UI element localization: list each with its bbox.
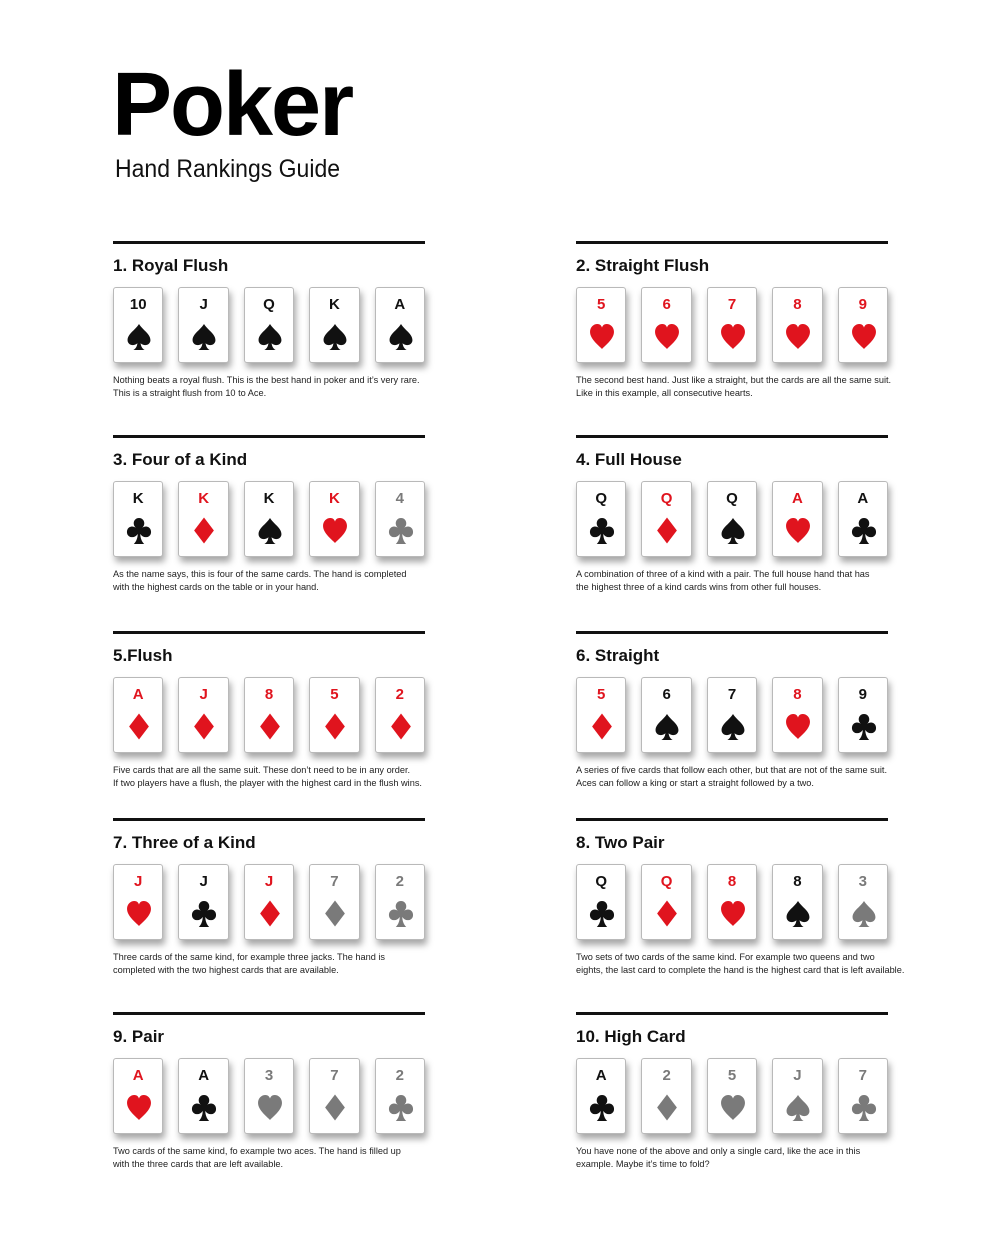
hand-title: 9. Pair bbox=[113, 1027, 165, 1046]
section-divider bbox=[113, 241, 425, 244]
playing-card bbox=[244, 287, 294, 363]
card-rank: 8 bbox=[793, 873, 802, 890]
spade-icon bbox=[785, 1093, 811, 1123]
playing-card bbox=[772, 864, 822, 940]
heart-icon bbox=[785, 322, 811, 352]
hand-title: 7. Three of a Kind bbox=[113, 833, 256, 852]
card-rank: 9 bbox=[858, 296, 867, 313]
description-line: Like in this example, all consecutive hearts. bbox=[576, 388, 753, 398]
hand-description bbox=[576, 764, 888, 790]
spade-icon bbox=[322, 322, 348, 352]
diamond-icon bbox=[257, 899, 283, 929]
card-rank: K bbox=[132, 490, 144, 507]
playing-card bbox=[309, 481, 359, 557]
heart-icon bbox=[785, 516, 811, 546]
card-rank: 7 bbox=[727, 296, 737, 313]
description-line: Two sets of two cards of the same kind. For example two queens and two bbox=[576, 952, 875, 962]
heart-icon bbox=[720, 1093, 746, 1123]
card-rank: 6 bbox=[662, 686, 671, 703]
card-rank: A bbox=[132, 686, 144, 703]
card-rank: 3 bbox=[264, 1067, 274, 1084]
hand-section bbox=[113, 631, 425, 790]
spade-icon bbox=[257, 516, 283, 546]
description-line: Three cards of the same kind, for example three jacks. The hand is bbox=[113, 952, 386, 962]
spade-icon bbox=[720, 516, 746, 546]
card-rank: Q bbox=[660, 490, 673, 507]
section-divider bbox=[576, 241, 888, 244]
hand-title: 3. Four of a Kind bbox=[113, 450, 248, 469]
description-line: example. Maybe it’s time to fold? bbox=[576, 1159, 710, 1169]
hand-description bbox=[113, 374, 425, 400]
playing-card bbox=[641, 287, 691, 363]
card-rank: 4 bbox=[395, 490, 404, 507]
card-rank: A bbox=[198, 1067, 210, 1084]
diamond-icon bbox=[191, 516, 217, 546]
diamond-icon bbox=[322, 899, 348, 929]
playing-card bbox=[576, 864, 626, 940]
playing-card bbox=[707, 1058, 757, 1134]
heart-icon bbox=[851, 322, 877, 352]
hand-description bbox=[113, 1145, 425, 1171]
hand-section bbox=[576, 435, 888, 594]
card-rank: 8 bbox=[264, 686, 274, 703]
playing-card bbox=[113, 1058, 163, 1134]
playing-card bbox=[838, 1058, 888, 1134]
card-rank: 5 bbox=[330, 686, 339, 703]
playing-card bbox=[707, 677, 757, 753]
card-rank: Q bbox=[595, 873, 608, 890]
hand-description bbox=[576, 1145, 888, 1171]
hand-section bbox=[113, 818, 425, 977]
heart-icon bbox=[654, 322, 680, 352]
playing-card bbox=[375, 287, 425, 363]
heart-icon bbox=[785, 712, 811, 742]
playing-card bbox=[113, 287, 163, 363]
hand-title: 1. Royal Flush bbox=[113, 256, 229, 275]
card-rank: Q bbox=[726, 490, 738, 507]
section-divider bbox=[113, 631, 425, 634]
heart-icon bbox=[720, 899, 746, 929]
hand-title: 4. Full House bbox=[576, 450, 682, 469]
hand-section bbox=[576, 818, 905, 977]
club-icon bbox=[388, 899, 414, 929]
playing-card bbox=[113, 864, 163, 940]
hand-description bbox=[576, 568, 888, 594]
diamond-icon bbox=[654, 1093, 680, 1123]
hand-title: 8. Two Pair bbox=[576, 833, 665, 852]
hand-description bbox=[113, 951, 425, 977]
heart-icon bbox=[126, 1093, 152, 1123]
page-subtitle: Hand Rankings Guide bbox=[115, 155, 341, 183]
card-row bbox=[576, 1058, 888, 1134]
playing-card bbox=[772, 287, 822, 363]
club-icon bbox=[851, 1093, 877, 1123]
spade-icon bbox=[126, 322, 152, 352]
playing-card bbox=[707, 287, 757, 363]
description-line: with the three cards that are left available. bbox=[113, 1159, 284, 1169]
card-row bbox=[113, 481, 425, 557]
card-rank: 8 bbox=[727, 873, 737, 890]
section-divider bbox=[576, 435, 888, 438]
club-icon bbox=[851, 516, 877, 546]
club-icon bbox=[126, 516, 152, 546]
playing-card bbox=[309, 1058, 359, 1134]
playing-card bbox=[375, 481, 425, 557]
heart-icon bbox=[126, 899, 152, 929]
diamond-icon bbox=[388, 712, 414, 742]
card-rank: 7 bbox=[858, 1067, 867, 1084]
card-row bbox=[576, 287, 888, 363]
card-rank: J bbox=[793, 1067, 802, 1084]
hand-section bbox=[113, 1012, 425, 1171]
hand-description bbox=[576, 374, 892, 400]
card-rank: Q bbox=[263, 296, 275, 313]
playing-card bbox=[838, 481, 888, 557]
card-rank: K bbox=[263, 490, 275, 507]
hand-section bbox=[113, 241, 425, 400]
diamond-icon bbox=[654, 516, 680, 546]
card-rank: A bbox=[132, 1067, 144, 1084]
card-rank: K bbox=[329, 296, 340, 313]
card-rank: 5 bbox=[727, 1067, 737, 1084]
card-row bbox=[576, 481, 888, 557]
playing-card bbox=[707, 481, 757, 557]
diamond-icon bbox=[322, 712, 348, 742]
playing-card bbox=[641, 677, 691, 753]
playing-card bbox=[178, 1058, 228, 1134]
heart-icon bbox=[322, 516, 348, 546]
description-line: Five cards that are all the same suit. These don’t need to be in any order. bbox=[113, 765, 411, 775]
description-line: This is a straight flush from 10 to Ace. bbox=[113, 388, 267, 398]
card-row bbox=[576, 677, 888, 753]
diamond-icon bbox=[654, 899, 680, 929]
description-line: You have none of the above and only a single card, like the ace in this bbox=[576, 1146, 861, 1156]
hand-title: 5.Flush bbox=[113, 646, 173, 665]
heart-icon bbox=[589, 322, 615, 352]
description-line: Two cards of the same kind, fo example two aces. The hand is filled up bbox=[113, 1146, 401, 1156]
card-row bbox=[113, 1058, 425, 1134]
card-row bbox=[576, 864, 888, 940]
hand-description bbox=[576, 951, 905, 977]
playing-card bbox=[838, 864, 888, 940]
hand-description bbox=[113, 764, 425, 790]
hand-title: 2. Straight Flush bbox=[576, 256, 710, 275]
playing-card bbox=[838, 677, 888, 753]
card-rank: A bbox=[595, 1067, 607, 1084]
card-rank: 3 bbox=[858, 873, 867, 890]
hand-title: 10. High Card bbox=[576, 1027, 686, 1046]
card-rank: A bbox=[394, 296, 406, 313]
card-rank: 7 bbox=[727, 686, 737, 703]
playing-card bbox=[178, 864, 228, 940]
playing-card bbox=[244, 864, 294, 940]
playing-card bbox=[244, 677, 294, 753]
club-icon bbox=[191, 1093, 217, 1123]
description-line: The second best hand. Just like a straight, but the cards are all the same suit. bbox=[576, 375, 892, 385]
card-rank: 10 bbox=[129, 296, 147, 313]
card-rank: A bbox=[792, 490, 803, 507]
playing-card bbox=[772, 677, 822, 753]
club-icon bbox=[191, 899, 217, 929]
section-divider bbox=[576, 631, 888, 634]
playing-card bbox=[244, 1058, 294, 1134]
spade-icon bbox=[257, 322, 283, 352]
card-rank: 9 bbox=[858, 686, 867, 703]
playing-card bbox=[178, 677, 228, 753]
spade-icon bbox=[851, 899, 877, 929]
description-line: with the highest cards on the table or in your hand. bbox=[113, 582, 319, 592]
card-rank: J bbox=[199, 296, 208, 313]
diamond-icon bbox=[126, 712, 152, 742]
card-rank: 6 bbox=[662, 296, 671, 313]
card-rank: 2 bbox=[395, 873, 404, 890]
card-rank: 2 bbox=[662, 1067, 671, 1084]
hand-description bbox=[113, 568, 425, 594]
hand-section bbox=[113, 435, 425, 594]
section-divider bbox=[576, 818, 888, 821]
spade-icon bbox=[191, 322, 217, 352]
card-rank: 8 bbox=[793, 686, 802, 703]
card-rank: A bbox=[857, 490, 869, 507]
diamond-icon bbox=[191, 712, 217, 742]
description-line: the highest three of a kind cards wins from other full houses. bbox=[576, 582, 822, 592]
card-row bbox=[113, 287, 425, 363]
playing-card bbox=[309, 677, 359, 753]
playing-card bbox=[309, 864, 359, 940]
playing-card bbox=[113, 481, 163, 557]
card-rank: Q bbox=[660, 873, 673, 890]
playing-card bbox=[576, 677, 626, 753]
playing-card bbox=[375, 1058, 425, 1134]
playing-card bbox=[576, 287, 626, 363]
description-line: Aces can follow a king or start a straight followed by a two. bbox=[576, 778, 814, 788]
club-icon bbox=[851, 712, 877, 742]
card-row bbox=[113, 677, 425, 753]
description-line: A combination of three of a kind with a pair. The full house hand that has bbox=[576, 569, 870, 579]
card-rank: 2 bbox=[395, 1067, 404, 1084]
card-rank: 7 bbox=[330, 1067, 339, 1084]
playing-card bbox=[244, 481, 294, 557]
diamond-icon bbox=[589, 712, 615, 742]
playing-card bbox=[576, 481, 626, 557]
card-rank: K bbox=[198, 490, 210, 507]
card-rank: J bbox=[264, 873, 274, 890]
playing-card bbox=[641, 864, 691, 940]
club-icon bbox=[388, 1093, 414, 1123]
playing-card bbox=[838, 287, 888, 363]
card-rank: J bbox=[199, 873, 208, 890]
card-rank: 5 bbox=[597, 296, 606, 313]
playing-card bbox=[309, 287, 359, 363]
card-row bbox=[113, 864, 425, 940]
club-icon bbox=[589, 1093, 615, 1123]
club-icon bbox=[589, 899, 615, 929]
spade-icon bbox=[785, 899, 811, 929]
playing-card bbox=[113, 677, 163, 753]
description-line: If two players have a flush, the player with the highest card in the flush wins. bbox=[113, 778, 422, 788]
club-icon bbox=[388, 516, 414, 546]
playing-card bbox=[707, 864, 757, 940]
section-divider bbox=[113, 818, 425, 821]
description-line: Nothing beats a royal flush. This is the best hand in poker and it’s very rare. bbox=[113, 375, 420, 385]
description-line: eights, the last card to complete the hand is the highest card that is left available. bbox=[576, 965, 905, 975]
card-rank: Q bbox=[595, 490, 608, 507]
spade-icon bbox=[654, 712, 680, 742]
playing-card bbox=[375, 864, 425, 940]
diamond-icon bbox=[257, 712, 283, 742]
card-rank: 8 bbox=[793, 296, 802, 313]
playing-card bbox=[178, 481, 228, 557]
card-rank: J bbox=[199, 686, 208, 703]
section-divider bbox=[113, 435, 425, 438]
playing-card bbox=[772, 481, 822, 557]
playing-card bbox=[641, 1058, 691, 1134]
spade-icon bbox=[720, 712, 746, 742]
hand-title: 6. Straight bbox=[576, 646, 660, 665]
playing-card bbox=[641, 481, 691, 557]
hand-section bbox=[576, 1012, 888, 1171]
card-rank: 5 bbox=[597, 686, 606, 703]
page-title: Poker bbox=[112, 55, 353, 155]
section-divider bbox=[113, 1012, 425, 1015]
playing-card bbox=[178, 287, 228, 363]
card-rank: 7 bbox=[330, 873, 339, 890]
playing-card bbox=[375, 677, 425, 753]
heart-icon bbox=[257, 1093, 283, 1123]
playing-card bbox=[576, 1058, 626, 1134]
heart-icon bbox=[720, 322, 746, 352]
card-rank: J bbox=[134, 873, 143, 890]
description-line: A series of five cards that follow each other, but that are not of the same suit. bbox=[576, 765, 888, 775]
section-divider bbox=[576, 1012, 888, 1015]
hand-section bbox=[576, 631, 888, 790]
spade-icon bbox=[388, 322, 414, 352]
club-icon bbox=[589, 516, 615, 546]
card-rank: 2 bbox=[395, 686, 404, 703]
description-line: As the name says, this is four of the same cards. The hand is completed bbox=[113, 569, 407, 579]
diamond-icon bbox=[322, 1093, 348, 1123]
description-line: completed with the two highest cards that are available. bbox=[113, 965, 339, 975]
card-rank: K bbox=[329, 490, 340, 507]
hand-section bbox=[576, 241, 892, 400]
playing-card bbox=[772, 1058, 822, 1134]
